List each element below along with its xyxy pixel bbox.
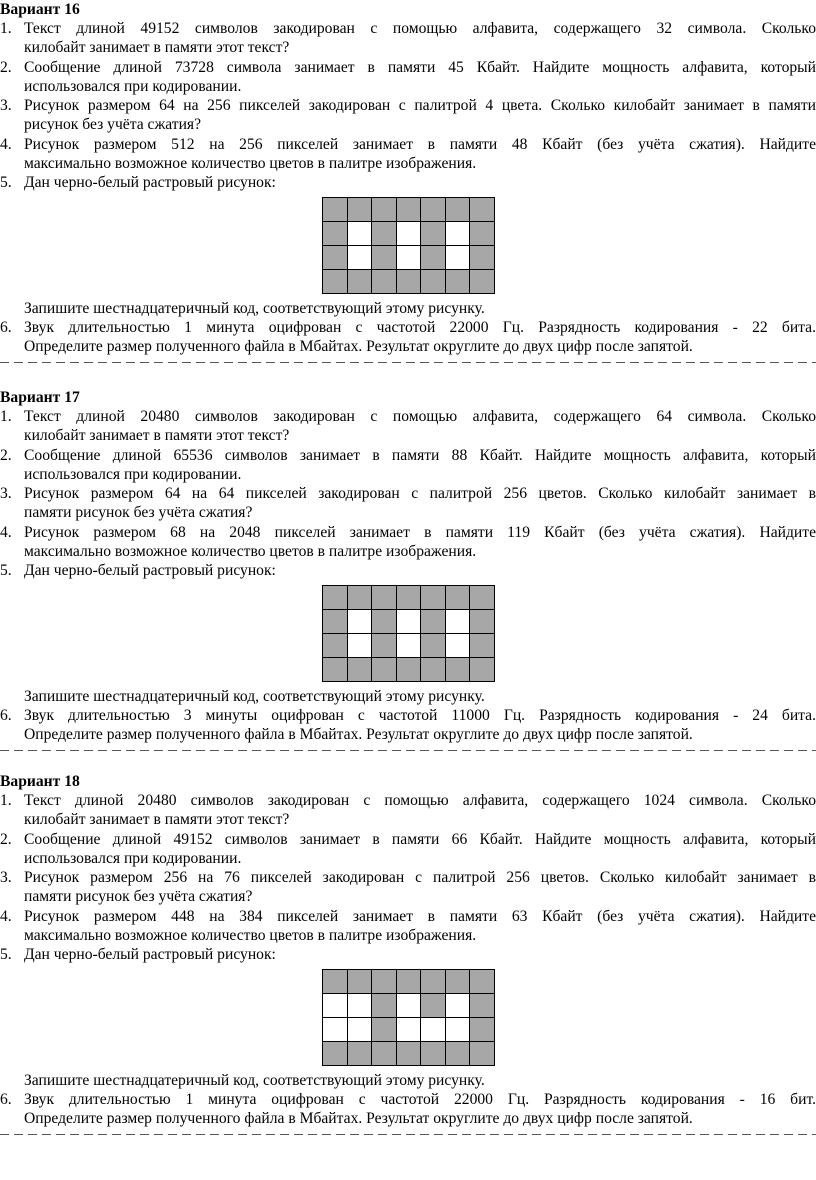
task-4 — [0, 907, 816, 946]
task-3 — [0, 868, 816, 907]
task-3 — [0, 484, 816, 523]
pixel-filled — [421, 585, 446, 609]
task-text-line: использовался при кодировании. — [24, 849, 242, 867]
pixel-filled — [470, 197, 495, 221]
task-text-line: максимально возможное количество цветов в палитре изображения. — [24, 155, 477, 173]
hex-prompt: Запишите шестнадцатеричный код, соответствующий этому рисунку. — [24, 1071, 485, 1089]
task-4 — [0, 523, 816, 562]
pixel-filled — [323, 245, 348, 269]
task-2 — [0, 446, 816, 485]
task-number: 4. — [0, 523, 12, 541]
pixel-empty — [347, 609, 372, 633]
task-number: 2. — [0, 446, 12, 464]
dashed-separator — [0, 746, 816, 754]
pixel-grid — [322, 197, 495, 294]
pixel-filled — [396, 657, 421, 681]
task-text-line: Рисунок размером 256 на 76 пикселей закодирован с палитрой 256 цветов. Сколько килобайт занимает в — [24, 869, 816, 887]
pixel-filled — [323, 197, 348, 221]
variant-section — [0, 0, 816, 366]
task-text-line: килобайт занимает в памяти этот текст? — [24, 811, 290, 829]
task-5 — [0, 945, 816, 964]
pixel-filled — [323, 969, 348, 993]
pixel-grid — [322, 969, 495, 1066]
pixel-filled — [323, 609, 348, 633]
pixel-filled — [372, 245, 397, 269]
task-number: 1. — [0, 408, 12, 425]
task-text-line: килобайт занимает в памяти этот текст? — [24, 427, 290, 445]
pixel-empty — [396, 1017, 421, 1041]
pixel-filled — [445, 969, 470, 993]
task-text-line: использовался при кодировании. — [24, 77, 242, 95]
pixel-filled — [323, 1041, 348, 1065]
pixel-filled — [347, 969, 372, 993]
pixel-filled — [396, 1041, 421, 1065]
pixel-filled — [421, 633, 446, 657]
task-text-line: памяти рисунок без учёта сжатия? — [24, 888, 253, 906]
task-6 — [0, 318, 816, 357]
dashed-separator — [0, 358, 816, 366]
pixel-filled — [347, 1041, 372, 1065]
pixel-filled — [372, 197, 397, 221]
pixel-filled — [347, 585, 372, 609]
pixel-filled — [396, 969, 421, 993]
pixel-filled — [421, 245, 446, 269]
pixel-filled — [372, 657, 397, 681]
task-number: 6. — [0, 1090, 12, 1108]
task-text-line: Дан черно-белый растровый рисунок: — [24, 946, 276, 964]
pixel-filled — [372, 993, 397, 1017]
pixel-grid — [322, 585, 495, 682]
task-text-line: Рисунок размером 64 на 64 пикселей закодирован с палитрой 256 цветов. Сколько килобайт занимает в — [24, 485, 816, 503]
pixel-filled — [323, 585, 348, 609]
task-text-line: Дан черно-белый растровый рисунок: — [24, 174, 276, 192]
task-text-line: Текст длиной 20480 символов закодирован с помощью алфавита, содержащего 1024 символа. Сколько — [24, 792, 816, 809]
pixel-filled — [421, 609, 446, 633]
pixel-empty — [396, 609, 421, 633]
pixel-empty — [323, 993, 348, 1017]
pixel-filled — [421, 657, 446, 681]
pixel-empty — [445, 1017, 470, 1041]
task-number: 4. — [0, 907, 12, 925]
task-text-line: Определите размер полученного файла в Мбайтах. Результат округлите до двух цифр после запятой. — [24, 338, 693, 356]
task-1 — [0, 19, 816, 58]
pixel-filled — [445, 657, 470, 681]
pixel-filled — [470, 585, 495, 609]
pixel-filled — [372, 1017, 397, 1041]
pixel-empty — [445, 633, 470, 657]
pixel-filled — [396, 197, 421, 221]
pixel-empty — [347, 1017, 372, 1041]
pixel-filled — [421, 1041, 446, 1065]
pixel-empty — [347, 633, 372, 657]
task-number: 5. — [0, 174, 12, 192]
variant-title: Вариант 18 — [0, 773, 80, 790]
task-text-line: максимально возможное количество цветов в палитре изображения. — [24, 543, 477, 561]
task-text-line: Звук длительностью 3 минуты оцифрован с частотой 11000 Гц. Разрядность кодирования - 24 бита. — [24, 706, 816, 724]
pixel-empty — [396, 245, 421, 269]
task-1 — [0, 791, 816, 830]
pixel-filled — [323, 269, 348, 293]
task-text-line: Рисунок размером 512 на 256 пикселей занимает в памяти 48 Кбайт (без учёта сжатия). Найдите — [24, 135, 816, 153]
pixel-filled — [347, 197, 372, 221]
task-number: 2. — [0, 58, 12, 76]
pixel-filled — [323, 657, 348, 681]
task-number: 5. — [0, 562, 12, 580]
task-text-line: Рисунок размером 448 на 384 пикселей занимает в памяти 63 Кбайт (без учёта сжатия). Найдите — [24, 907, 816, 925]
task-number: 4. — [0, 135, 12, 153]
hex-prompt: Запишите шестнадцатеричный код, соответствующий этому рисунку. — [24, 687, 485, 705]
task-number: 1. — [0, 792, 12, 809]
task-number: 3. — [0, 485, 12, 503]
task-text-line: Звук длительностью 1 минута оцифрован с частотой 22000 Гц. Разрядность кодирования - 16 бит. — [24, 1090, 816, 1108]
pixel-filled — [323, 633, 348, 657]
raster-image — [0, 965, 816, 1071]
pixel-filled — [445, 1041, 470, 1065]
task-text-line: рисунок без учёта сжатия? — [24, 116, 202, 134]
pixel-filled — [421, 993, 446, 1017]
task-1 — [0, 407, 816, 446]
raster-image — [0, 581, 816, 687]
task-text-line: Определите размер полученного файла в Мбайтах. Результат округлите до двух цифр после запятой. — [24, 726, 693, 744]
task-text-line: Текст длиной 20480 символов закодирован с помощью алфавита, содержащего 64 символа. Сколько — [24, 408, 816, 425]
task-text-line: Сообщение длиной 49152 символов занимает в памяти 66 Кбайт. Найдите мощность алфавита, который — [24, 830, 816, 848]
pixel-filled — [445, 269, 470, 293]
task-number: 3. — [0, 869, 12, 887]
task-text-line: Сообщение длиной 65536 символов занимает в памяти 88 Кбайт. Найдите мощность алфавита, который — [24, 446, 816, 464]
pixel-filled — [470, 633, 495, 657]
pixel-empty — [347, 221, 372, 245]
variant-title: Вариант 17 — [0, 389, 80, 406]
task-5 — [0, 173, 816, 192]
pixel-filled — [372, 1041, 397, 1065]
variant-section — [0, 388, 816, 754]
task-text-line: Сообщение длиной 73728 символа занимает в памяти 45 Кбайт. Найдите мощность алфавита, который — [24, 58, 816, 76]
pixel-empty — [421, 1017, 446, 1041]
pixel-empty — [445, 221, 470, 245]
task-2 — [0, 58, 816, 97]
pixel-filled — [347, 269, 372, 293]
task-text-line: максимально возможное количество цветов в палитре изображения. — [24, 927, 477, 945]
pixel-filled — [470, 245, 495, 269]
task-text-line: Определите размер полученного файла в Мбайтах. Результат округлите до двух цифр после запятой. — [24, 1110, 693, 1128]
task-5 — [0, 561, 816, 580]
task-6 — [0, 1090, 816, 1129]
pixel-filled — [470, 609, 495, 633]
task-4 — [0, 135, 816, 174]
task-number: 6. — [0, 318, 12, 336]
variant-section — [0, 772, 816, 1138]
raster-image — [0, 193, 816, 299]
hex-prompt: Запишите шестнадцатеричный код, соответствующий этому рисунку. — [24, 299, 485, 317]
task-text-line: Дан черно-белый растровый рисунок: — [24, 562, 276, 580]
pixel-filled — [372, 269, 397, 293]
pixel-filled — [323, 221, 348, 245]
pixel-filled — [470, 269, 495, 293]
task-number: 5. — [0, 946, 12, 964]
task-number: 6. — [0, 706, 12, 724]
pixel-filled — [470, 657, 495, 681]
pixel-empty — [347, 245, 372, 269]
pixel-empty — [396, 633, 421, 657]
task-number: 2. — [0, 830, 12, 848]
pixel-filled — [421, 221, 446, 245]
pixel-filled — [396, 585, 421, 609]
task-text-line: использовался при кодировании. — [24, 465, 242, 483]
pixel-filled — [445, 197, 470, 221]
task-text-line: Рисунок размером 64 на 256 пикселей закодирован с палитрой 4 цвета. Сколько килобайт занимает в памяти — [24, 97, 816, 115]
pixel-empty — [396, 993, 421, 1017]
task-3 — [0, 96, 816, 135]
pixel-empty — [347, 993, 372, 1017]
pixel-filled — [396, 269, 421, 293]
variant-title: Вариант 16 — [0, 1, 80, 18]
pixel-empty — [445, 993, 470, 1017]
task-text-line: памяти рисунок без учёта сжатия? — [24, 504, 253, 522]
task-text-line: Текст длиной 49152 символов закодирован с помощью алфавита, содержащего 32 символа. Сколько — [24, 20, 816, 37]
pixel-filled — [372, 969, 397, 993]
pixel-filled — [421, 969, 446, 993]
pixel-filled — [372, 585, 397, 609]
pixel-filled — [372, 633, 397, 657]
pixel-empty — [323, 1017, 348, 1041]
task-text-line: Звук длительностью 1 минута оцифрован с частотой 22000 Гц. Разрядность кодирования - 22 бита. — [24, 318, 816, 336]
task-text-line: Рисунок размером 68 на 2048 пикселей занимает в памяти 119 Кбайт (без учёта сжатия). Найдите — [24, 523, 816, 541]
pixel-filled — [421, 197, 446, 221]
pixel-empty — [445, 245, 470, 269]
pixel-filled — [470, 221, 495, 245]
pixel-filled — [470, 969, 495, 993]
pixel-empty — [445, 609, 470, 633]
pixel-filled — [470, 1041, 495, 1065]
dashed-separator — [0, 1130, 816, 1138]
pixel-filled — [445, 585, 470, 609]
pixel-filled — [372, 609, 397, 633]
task-2 — [0, 830, 816, 869]
task-6 — [0, 706, 816, 745]
pixel-filled — [372, 221, 397, 245]
pixel-empty — [396, 221, 421, 245]
pixel-filled — [470, 993, 495, 1017]
task-text-line: килобайт занимает в памяти этот текст? — [24, 39, 290, 57]
task-number: 3. — [0, 97, 12, 115]
pixel-filled — [347, 657, 372, 681]
pixel-filled — [421, 269, 446, 293]
pixel-filled — [470, 1017, 495, 1041]
task-number: 1. — [0, 20, 12, 37]
